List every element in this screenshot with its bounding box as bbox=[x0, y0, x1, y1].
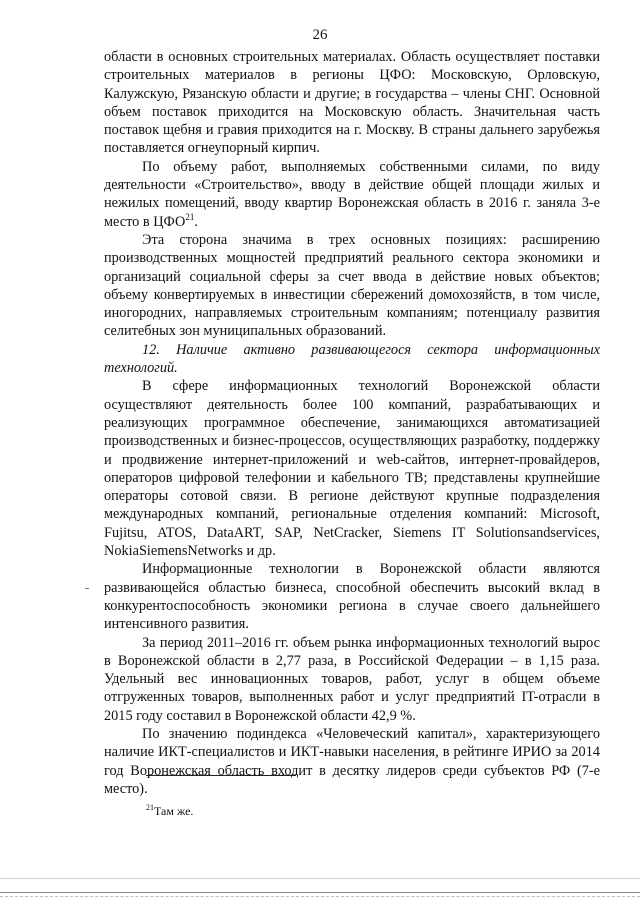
scan-edge-line bbox=[0, 892, 640, 893]
footnote-reference: 21 bbox=[185, 211, 195, 222]
paragraph-construction-ranking-text: По объему работ, выполняемых собственными силами, по виду деятельности «Строительство», вводу в действие общей площади жилых и нежилых помещений, вводу квартир Воронежская область в 2016 г. заняла 3-е место в ЦФО bbox=[104, 158, 600, 230]
section-heading-it bbox=[104, 341, 600, 378]
body-text bbox=[104, 48, 600, 798]
footnote-separator bbox=[146, 775, 296, 776]
section-heading-text: Наличие активно развивающегося сектора информационных технологий. bbox=[104, 341, 601, 377]
scan-edge-line bbox=[0, 878, 640, 879]
footnote-number: 21 bbox=[146, 803, 154, 812]
scan-edge-dots bbox=[0, 896, 640, 897]
paragraph-end-period: . bbox=[194, 213, 198, 230]
paragraph-it-development: Информационные технологии в Воронежской области являются развивающейся областью бизнеса, способной обеспечить высокий вклад в конкурентоспособность экономики региона в случае своего дальнейшего интенсивного развития. bbox=[104, 561, 600, 633]
paragraph-key-positions: Эта сторона значима в трех основных позициях: расширению производственных мощностей предприятий реального сектора экономики и организаций социальной сферы за счет ввода в действие новых объектов; объему конвертируемых в инвестиции сбережений домохозяйств, в том числе, иногородних, направляемых строительным компаниям; потенциалу развития селитебных зон муниципальных образований. bbox=[104, 231, 600, 340]
paragraph-human-capital: По значению подиндекса «Человеческий капитал», характеризующего наличие ИКТ-специалистов и ИКТ-навыки населения, в рейтинге ИРИО за 2014 год Воронежская область входит в десятку лидеров среди субъектов РФ (7-е место). bbox=[104, 725, 600, 797]
footnote-text: Там же. bbox=[154, 804, 194, 818]
paragraph-it-companies: В сфере информационных технологий Воронежской области осуществляют деятельность более 100 компаний, разрабатывающих и реализующих программное обеспечение, занимающихся автоматизацией производственных и бизнес-процессов, осуществляющих разработку, поддержку и продвижение интернет-приложений и web-сайтов, интернет-провайдеров, операторов цифровой телефонии и кабельного ТВ; представлены крупнейшие операторы сотовой связи. В регионе действуют крупные подразделения международных компаний, региональные отделения компаний: Microsoft, Fujitsu, ATOS, DataART, SAP, NetCracker, Siemens IT Solutionsandservices, NokiaSiemensNetworks и др. bbox=[104, 378, 600, 560]
margin-scan-mark bbox=[85, 588, 89, 589]
paragraph-construction-supplies: области в основных строительных материалах. Область осуществляет поставки строительных материалов в регионы ЦФО: Московскую, Орловскую, Калужскую, Рязанскую области и другие; в государства – члены СНГ. Основной объем поставок приходится на Московскую область. Значительная часть поставок щебня и гравия приходится на г. Москву. В страны дальнего зарубежья поставляется огнеупорный кирпич. bbox=[104, 49, 600, 157]
section-heading-number-text: 12. bbox=[142, 341, 160, 358]
page-number: 26 bbox=[312, 27, 328, 43]
paragraph-it-market-growth: За период 2011–2016 гг. объем рынка информационных технологий вырос в Воронежской области в 2,77 раза, в Российской Федерации – в 1,15 раза. Удельный вес инновационных товаров, работ, услуг в общем объеме отгруженных товаров, выполненных работ и услуг предприятий IT-отрасли в 2015 году составил в Воронежской области 42,9 %. bbox=[104, 634, 600, 724]
footnote bbox=[146, 804, 193, 819]
paragraph-construction-ranking bbox=[104, 158, 600, 231]
